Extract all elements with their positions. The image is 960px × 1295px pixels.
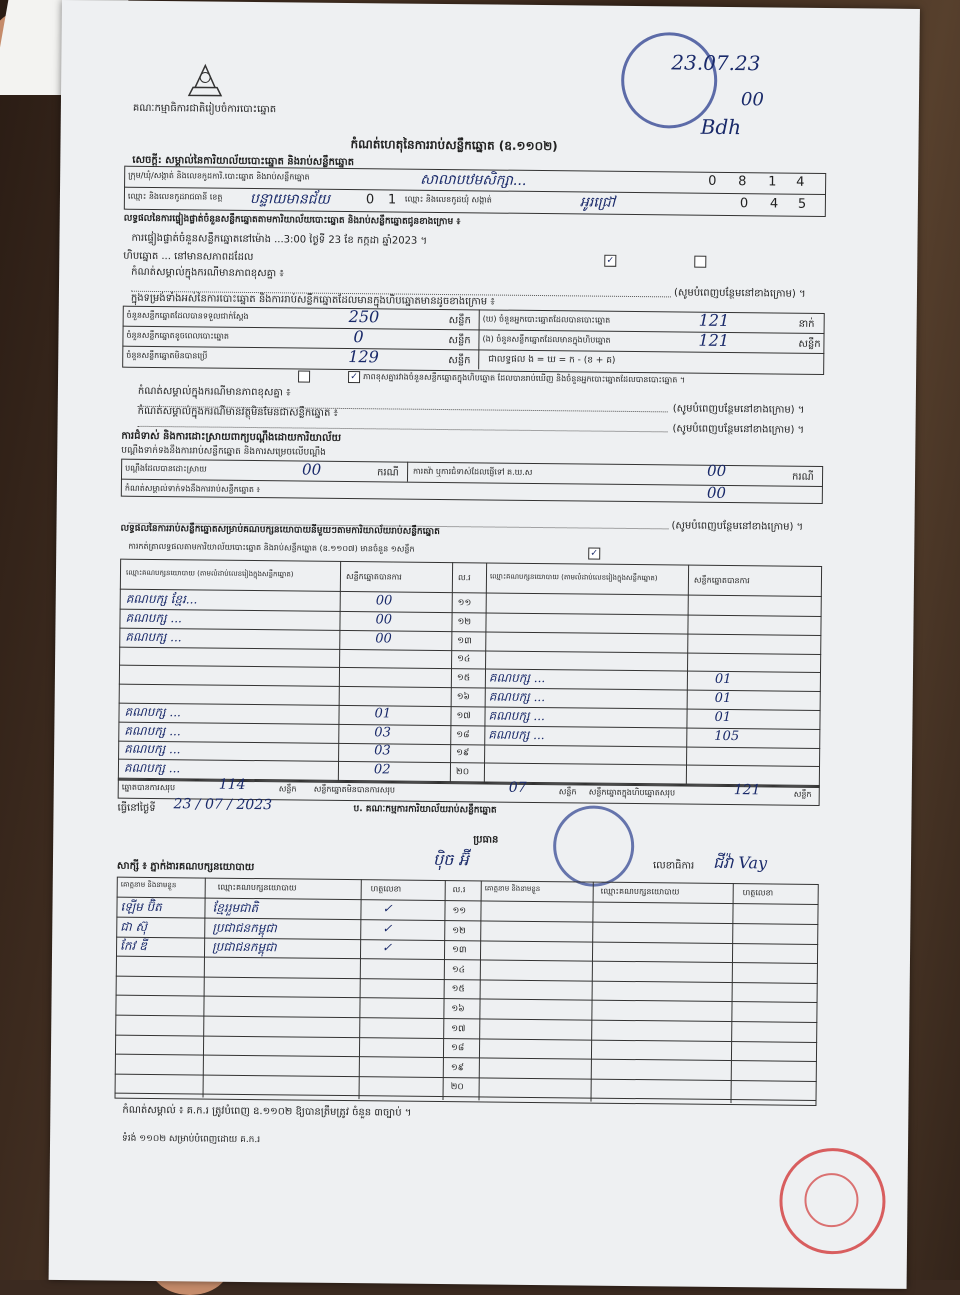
red-stamp-inner xyxy=(804,1173,859,1228)
diff-line: ភាពខុសគ្នារវាងចំនួនសន្លឹកឆ្នោតក្នុងហិបឆ្នោត ដែលបានរាប់ឃើញ និងចំនួនអ្នកបោះឆ្នោតដែលបានបោះឆ្នោត ។ xyxy=(363,372,686,385)
complaints-col2-unit: ករណី xyxy=(791,471,814,483)
result-no: ២០ xyxy=(455,767,470,778)
total-value: 114 xyxy=(218,776,246,793)
wit-h-party: ឈ្មោះគណបក្សនយោបាយ xyxy=(217,882,297,893)
checkbox-same[interactable]: ✓ xyxy=(604,255,616,267)
count-e-label: (ង) ចំនួនសន្លឹកឆ្នោតដែលមានក្នុងហិបឆ្នោត xyxy=(482,334,611,345)
stamp-date: 23.07.23 xyxy=(671,50,761,76)
org-line: គណៈកម្មាធិការជាតិរៀបចំការបោះឆ្នោត xyxy=(132,102,277,116)
reason1-hint: (សូមបំពេញបន្ថែមនៅខាងក្រោម) ។ xyxy=(672,403,805,416)
complaints-col2: ការតវ៉ា ឬការជំទាស់ដែលផ្ញើទៅ គ.ឃ.ស xyxy=(413,466,533,477)
results-h-party-right: ឈ្មោះគណបក្សនយោបាយ (តាមលំដាប់លេខរៀងក្នុងសន្លឹកឆ្នោត) xyxy=(489,572,658,583)
result-left-party: គណបក្ស ... xyxy=(125,629,182,644)
reason2-hint: (សូមបំពេញបន្ថែមនៅខាងក្រោម) ។ xyxy=(672,423,805,436)
witness-no: ១៤ xyxy=(451,964,466,976)
witness-no: ១៣ xyxy=(452,945,467,956)
opening-note-label: កំណត់សម្គាល់ក្នុងករណីមានភាពខុសគ្នា ៖ xyxy=(131,266,284,280)
result-left-votes: 00 xyxy=(375,630,392,647)
box-total-label: សន្លឹកឆ្នោតក្នុងហិបឆ្នោតសរុប xyxy=(588,787,676,798)
results-h-votes-right: សន្លឹកឆ្នោតបានការ xyxy=(693,575,750,586)
result-left-party: គណបក្ស ... xyxy=(123,760,181,776)
result-right-votes: 01 xyxy=(714,709,732,725)
location-row2-label: ឈ្មោះ និងលេខកូដរាជធានី ខេត្ត xyxy=(127,191,223,202)
results-h-votes-left: សន្លឹកឆ្នោតបានការ xyxy=(345,572,402,582)
witness-no: ១៥ xyxy=(451,984,465,995)
result-no: ១៦ xyxy=(456,692,470,703)
result-left-votes: 01 xyxy=(374,706,392,722)
checkbox-diff-yes[interactable] xyxy=(298,370,310,382)
result-no: ១៣ xyxy=(457,635,472,646)
reason2-label: កំណត់សម្គាល់ក្នុងករណីមានវត្ថុមិនមែនជាសន្លឹកឆ្នោត ៖ xyxy=(137,405,338,419)
secretary-name: ជីវ៉ា Vay xyxy=(712,852,768,873)
results-sub: ការកត់ត្រាលទ្ធផលតាមការិយាល័យបោះឆ្នោត និងរាប់សន្លឹកឆ្នោត (ឧ.១១០៧) មានចំនួន ១សន្លឹក xyxy=(128,541,415,554)
box-total-value: 121 xyxy=(733,782,761,799)
witness-no: ១៩ xyxy=(450,1062,465,1074)
count-e-value: 121 xyxy=(698,330,730,351)
witness-signature: ✓ xyxy=(382,940,393,955)
result-left-party: គណបក្ស ... xyxy=(124,723,181,738)
count-a-unit: សន្លឹក xyxy=(448,315,471,327)
wit-h-party-right: ឈ្មោះគណបក្សនយោបាយ xyxy=(600,886,680,897)
complaints-col2-value-a: 00 xyxy=(707,461,727,480)
witnesses-heading: សាក្សី ៖ ភ្នាក់ងារគណបក្សនយោបាយ xyxy=(116,860,255,874)
wit-h-name-right: គោត្តនាម និងនាមខ្លួន xyxy=(484,884,541,894)
witness-no: ១១ xyxy=(452,906,467,917)
results-h-party-left: ឈ្មោះគណបក្សនយោបាយ (តាមលំដាប់លេខរៀងក្នុងសន្លឹកឆ្នោត) xyxy=(125,568,294,579)
complaints-note-hint: (សូមបំពេញបន្ថែមនៅខាងក្រោម) ។ xyxy=(671,520,804,533)
footer-form-code: ទំរង់ ១១០២ សម្រាប់បំពេញដោយ គ.ក.រ xyxy=(122,1133,261,1146)
count-f-label: ជាលទ្ធផល ង = ឃ = ក - (ខ + គ) xyxy=(488,354,616,366)
stamp-time: 00 xyxy=(740,89,765,111)
result-no: ១២ xyxy=(457,616,472,628)
location-row2-mid-label: ឈ្មោះ និងលេខកូដឃុំ សង្កាត់ xyxy=(404,194,492,205)
invalid-value: 07 xyxy=(508,779,527,796)
date-label: ធ្វើនៅថ្ងៃទី xyxy=(117,802,156,815)
result-no: ១៩ xyxy=(456,748,470,759)
form-title: កំណត់ហេតុនៃការរាប់សន្លឹកឆ្នោត (ឧ.១១០២) xyxy=(350,137,558,154)
location-row2-mid-value: អូរជ្រៅ xyxy=(579,194,616,211)
result-left-party: គណបក្ស ... xyxy=(124,742,181,757)
count-c-label: ចំនួនសន្លឹកឆ្នោតមិនបានប្រើ xyxy=(126,350,208,361)
footer-note: កំណត់សម្គាល់ ៖ គ.ក.រ ត្រូវបំពេញ ឧ.១១០២ ឱ្យបានត្រឹមត្រូវ ចំនួន ៣ច្បាប់ ។ xyxy=(122,1104,412,1119)
reason1-label: កំណត់សម្គាល់ក្នុងករណីមានភាពខុសគ្នា ៖ xyxy=(137,385,291,399)
complaints-col2-value-b: 00 xyxy=(706,483,727,502)
checkbox-different[interactable] xyxy=(694,256,706,268)
witness-no: ១២ xyxy=(452,925,466,936)
document-page: គណៈកម្មាធិការជាតិរៀបចំការបោះឆ្នោត កំណត់ហេតុនៃការរាប់សន្លឹកឆ្នោត (ឧ.១១០២) សេចក្ដី: សម្គាល់នៃការិយាល័យបោះឆ្នោត និងរាប់សន្លឹកឆ្នោត 23.07.23 00 Bdh ក្រុម/ឃុំ/សង្កាត់ និងលេខកូដការិ.បោះឆ្នោត និងរាប់សន្លឹកឆ្នោត សាលាបឋមសិក្សា... 0 8 1 4 ឈ្មោះ និងលេខកូដរាជធានី ខេត្ត បន្ទាយមានជ័យ 0 1 ឈ្មោះ និងលេខកូដឃុំ សង្កាត់ អូរជ្រៅ 0 4 5 លទ្ធផលនៃការផ្ទៀងផ្ទាត់ចំនួនសន្លឹកឆ្នោតតាមការិយាល័យបោះឆ្នោត និងរាប់សន្លឹកឆ្នោតជូនខាងក្រោម ៖ ការផ្ទៀងផ្ទាត់ចំនួនសន្លឹកឆ្នោតនៅម៉ោង ...3:00 ថ្ងៃទី 23 ខែ កក្កដា ឆ្នាំ2023 ។ ហិបឆ្នោត ... នៅមានសភាពដដែល ✓ កំណត់សម្គាល់ក្នុងករណីមានភាពខុសគ្នា ៖ (សូមបំពេញបន្ថែមនៅខាងក្រោម) ។ ក្នុងទម្រង់ទាំងអស់នៃការបោះឆ្នោត និងការរាប់សន្លឹកឆ្នោតដែលមានក្នុងហិបឆ្នោតមានដូចខាងក្រោម ៖ ចំនួនសន្លឹកឆ្នោតដែលបានទទួលជាក់ស្ដែង 250 សន្លឹក (ឃ) ចំនួនអ្នកបោះឆ្នោតដែលបានបោះឆ្នោត 121 នាក់ ចំនួនសន្លឹកឆ្នោតខូចពេលបោះឆ្នោត 0 សន្លឹក (ង) ចំនួនសន្លឹកឆ្នោតដែលមានក្នុងហិបឆ្នោត 121 សន្លឹក ចំនួនសន្លឹកឆ្នោតមិនបានប្រើ 129 សន្លឹក ជាលទ្ធផល ង = ឃ = ក - (ខ + គ) ✓ ភាពខុសគ្នារវាងចំនួនសន្លឹកឆ្នោតក្នុងហិបឆ្នោត ដែលបានរាប់ឃើញ និងចំនួនអ្នកបោះឆ្នោតដែលបានបោះឆ្នោត ។ កំណត់សម្គាល់ក្នុងករណីមានភាពខុសគ្នា ៖ (សូមបំពេញបន្ថែមនៅខាងក្រោម) ។ កំណត់សម្គាល់ក្នុងករណីមានវត្ថុមិនមែនជាសន្លឹកឆ្នោត ៖ (សូមបំពេញបន្ថែមនៅខាងក្រោម) ។ ការជំទាស់ និងការដោះស្រាយពាក្យបណ្ដឹងដោយការិយាល័យ បណ្ដឹងទាក់ទងនឹងការរាប់សន្លឹកឆ្នោត និងការសម្រេចលើបណ្ដឹង បណ្ដឹងដែលបានដោះស្រាយ 00 ករណី ការតវ៉ា ឬការជំទាស់ដែលផ្ញើទៅ គ.ឃ.ស 00 ករណី កំណត់សម្គាល់ទាក់ទងនឹងការរាប់សន្លឹកឆ្នោត ៖ 00 (សូមបំពេញបន្ថែមនៅខាងក្រោម) ។ លទ្ធផលនៃការរាប់សន្លឹកឆ្នោតសម្រាប់គណបក្សនយោបាយនីមួយៗតាមការិយាល័យរាប់សន្លឹកឆ្នោត ការកត់ត្រាលទ្ធផលតាមការិយាល័យបោះឆ្នោត និងរាប់សន្លឹកឆ្នោត (ឧ.១១០៧) មានចំនួន ១សន្លឹក ✓ ឈ្មោះគណបក្សនយោបាយ (តាមលំដាប់លេខរៀងក្នុងសន្លឹកឆ្នោត) សន្លឹកឆ្នោតបានការ ល.រ ឈ្មោះគណបក្សនយោបាយ (តាមលំដាប់លេខរៀងក្នុងសន្លឹកឆ្នោត) សន្លឹកឆ្នោតបានការ គណបក្ស ខ្មែរ... 00 ១១ គណបក្ស ... 00 ១២ គណបក្ស ... 00 ១៣ ១៤ ១៥ គណបក្ស ... 01 ១៦ គណបក្ស ... 01 គណបក្ស ... 01 ១៧ គណបក្ស ... 01 គណបក្ស ... 03 ១៨ គណបក្ស ... 105 គណបក្ស ... 03 ១៩ គណបក្ស ... 02 ២០ ឆ្នោតបានការសរុប 114 សន្លឹក សន្លឹកឆ្នោតមិនបានការសរុប 07 សន្លឹក សន្លឹកឆ្នោតក្នុងហិបឆ្នោតសរុប 121 សន្លឹក ធ្វើនៅថ្ងៃទី 23 / 07 / 2023 ប. គណៈកម្មការការិយាល័យរាប់សន្លឹកឆ្នោត ប្រធាន ប៉ិច អ៊ី លេខាធិការ ជីវ៉ា Vay សាក្សី ៖ ភ្នាក់ងារគណបក្សនយោបាយ គោត្តនាម និងនាមខ្លួន ឈ្មោះគណបក្សនយោបាយ ហត្ថលេខា ល.រ គោត្តនាម និងនាមខ្លួន ឈ្មោះគណបក្សនយោបាយ ហត្ថលេខា ឡើម ប៊ិត ខ្មែររួមជាតិ ✓ ១១ ជា ស៊ុ ប្រជាជនកម្ពុជា ✓ ១២ កែវ ឌី ប្រជាជនកម្ពុជា ✓ ១៣ ១៤ ១៥ ១៦ ១៧ ១៨ ១៩ ២០ កំណត់សម្គាល់ ៖ គ.ក.រ ត្រូវបំពេញ ឧ.១១០២ ឱ្យបានត្រឹមត្រូវ ចំនួន ៣ច្បាប់ ។ ទំរង់ ១១០២ សម្រាប់បំពេញដោយ គ.ក.រ xyxy=(49,0,920,1289)
witness-name: ឡើម ប៊ិត xyxy=(120,899,162,915)
witness-party: ខ្មែររួមជាតិ xyxy=(212,900,259,916)
box-total-unit: សន្លឹក xyxy=(793,789,812,799)
count-a-label: ចំនួនសន្លឹកឆ្នោតដែលបានទទួលជាក់ស្ដែង xyxy=(126,310,249,321)
result-right-party: គណបក្ស ... xyxy=(488,727,545,742)
location-row2-value: បន្ទាយមានជ័យ xyxy=(249,190,330,208)
result-left-votes: 02 xyxy=(373,762,391,778)
counts-intro: ក្នុងទម្រង់ទាំងអស់នៃការបោះឆ្នោត និងការរាប់សន្លឹកឆ្នោតដែលមានក្នុងហិបឆ្នោតមានដូចខាងក្រោម ៖ xyxy=(130,292,495,308)
total-unit: សន្លឹក xyxy=(278,784,297,794)
result-right-votes: 01 xyxy=(714,690,732,707)
wit-h-sign: ហត្ថលេខា xyxy=(370,884,402,894)
total-label: ឆ្នោតបានការសរុប xyxy=(121,782,176,793)
result-left-party: គណបក្ស ... xyxy=(124,704,181,720)
witness-signature: ✓ xyxy=(382,920,393,936)
witness-no: ១៦ xyxy=(451,1004,465,1015)
president-label: ប្រធាន xyxy=(473,834,499,846)
invalid-label: សន្លឹកឆ្នោតមិនបានការសរុប xyxy=(313,784,396,795)
count-c-unit: សន្លឹក xyxy=(448,355,471,367)
count-b-value: 0 xyxy=(353,327,364,347)
result-no: ១៨ xyxy=(456,729,470,740)
results-heading: លទ្ធផលនៃការរាប់សន្លឹកឆ្នោតសម្រាប់គណបក្សនយោបាយនីមួយៗតាមការិយាល័យរាប់សន្លឹកឆ្នោត xyxy=(120,523,440,537)
opening-note-hint: (សូមបំពេញបន្ថែមនៅខាងក្រោម) ។ xyxy=(673,287,806,300)
result-no: ១៤ xyxy=(457,654,471,665)
complaints-col1-value: 00 xyxy=(302,460,322,479)
result-left-votes: 03 xyxy=(374,724,391,741)
wit-h-name: គោត្តនាម និងនាមខ្លួន xyxy=(120,880,177,890)
count-b-unit: សន្លឹក xyxy=(448,335,471,347)
result-left-votes: 03 xyxy=(374,743,391,759)
count-d-value: 121 xyxy=(698,310,730,331)
invalid-unit: សន្លឹក xyxy=(558,787,577,797)
wit-h-sign-right: ហត្ថលេខា xyxy=(742,888,774,898)
commission-label: ប. គណៈកម្មការការិយាល័យរាប់សន្លឹកឆ្នោត xyxy=(353,804,497,816)
witness-name: ជា ស៊ុ xyxy=(120,919,148,934)
count-b-label: ចំនួនសន្លឹកឆ្នោតខូចពេលបោះឆ្នោត xyxy=(126,330,230,341)
date-value: 23 / 07 / 2023 xyxy=(173,796,273,814)
complaints-col1-unit: ករណី xyxy=(377,467,399,479)
opening-box-line: ហិបឆ្នោត ... នៅមានសភាពដដែល xyxy=(123,250,254,264)
witness-party: ប្រជាជនកម្ពុជា xyxy=(212,920,277,935)
result-right-party: គណបក្ស ... xyxy=(488,689,546,705)
witness-no: ២០ xyxy=(450,1082,464,1093)
opening-heading: លទ្ធផលនៃការផ្ទៀងផ្ទាត់ចំនួនសន្លឹកឆ្នោតតាមការិយាល័យបោះឆ្នោត និងរាប់សន្លឹកឆ្នោតជូនខាងក្រោម ៖ xyxy=(123,213,461,228)
results-h-no: ល.រ xyxy=(457,573,471,583)
result-left-votes: 00 xyxy=(375,612,393,628)
stamp-signature: Bdh xyxy=(700,114,742,140)
complaints-note: កំណត់សម្គាល់ទាក់ទងនឹងការរាប់សន្លឹកឆ្នោត ៖ xyxy=(124,483,261,495)
complaints-intro: បណ្ដឹងទាក់ទងនឹងការរាប់សន្លឹកឆ្នោត និងការសម្រេចលើបណ្ដឹង xyxy=(121,445,326,458)
witness-no: ១៨ xyxy=(450,1043,465,1054)
count-a-value: 250 xyxy=(348,307,380,327)
count-e-unit: សន្លឹក xyxy=(798,338,821,350)
result-right-votes: 01 xyxy=(714,672,732,688)
president-name: ប៉ិច អ៊ី xyxy=(432,849,469,870)
count-d-label: (ឃ) ចំនួនអ្នកបោះឆ្នោតដែលបានបោះឆ្នោត xyxy=(482,314,611,325)
result-no: ១១ xyxy=(457,598,472,609)
location-row1-label: ក្រុម/ឃុំ/សង្កាត់ និងលេខកូដការិ.បោះឆ្នោត និងរាប់សន្លឹកឆ្នោត xyxy=(128,170,310,182)
complaints-heading: ការជំទាស់ និងការដោះស្រាយពាក្យបណ្ដឹងដោយការិយាល័យ xyxy=(121,430,342,444)
result-right-votes: 105 xyxy=(714,728,740,744)
location-row1-value: សាលាបឋមសិក្សា... xyxy=(420,171,527,189)
result-right-party: គណបក្ស ... xyxy=(488,708,545,723)
opening-time-line: ការផ្ទៀងផ្ទាត់ចំនួនសន្លឹកឆ្នោតនៅម៉ោង ...3:00 ថ្ងៃទី 23 ខែ កក្កដា ឆ្នាំ2023 ។ xyxy=(131,232,428,247)
complaints-col1: បណ្ដឹងដែលបានដោះស្រាយ xyxy=(125,463,207,474)
witness-party: ប្រជាជនកម្ពុជា xyxy=(212,939,277,955)
witness-name: កែវ ឌី xyxy=(120,938,147,954)
count-d-unit: នាក់ xyxy=(798,318,815,330)
witness-no: ១៧ xyxy=(451,1023,466,1034)
result-left-party: គណបក្ស ... xyxy=(125,610,182,626)
result-no: ១៧ xyxy=(456,710,471,722)
result-left-party: គណបក្ស ខ្មែរ... xyxy=(125,591,198,607)
wit-h-no: ល.រ xyxy=(452,885,466,895)
secretary-label: លេខាធិការ xyxy=(652,860,695,872)
witness-signature: ✓ xyxy=(382,901,393,916)
section-1-heading: សេចក្ដី: សម្គាល់នៃការិយាល័យបោះឆ្នោត និងរាប់សន្លឹកឆ្នោត xyxy=(132,154,355,169)
count-c-value: 129 xyxy=(348,347,379,367)
checkbox-diff-no[interactable]: ✓ xyxy=(348,371,360,383)
result-no: ១៥ xyxy=(456,673,471,684)
result-left-votes: 00 xyxy=(375,593,393,609)
emblem-icon xyxy=(181,59,229,100)
official-stamp-middle xyxy=(553,805,635,887)
checkbox-sheets[interactable]: ✓ xyxy=(588,548,600,560)
result-right-party: គណបក្ស ... xyxy=(488,670,546,686)
